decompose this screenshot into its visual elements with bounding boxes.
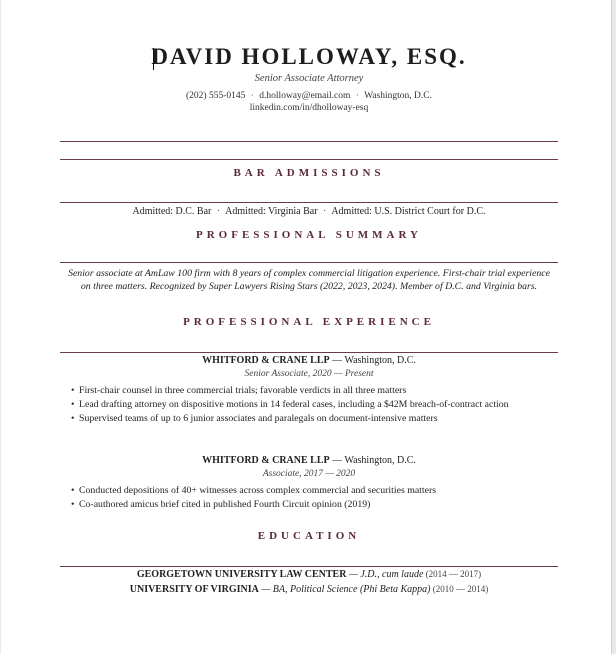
document-page[interactable] bbox=[1, 0, 612, 654]
years: (2010 — 2014) bbox=[430, 584, 489, 594]
bullet-icon: • bbox=[71, 399, 75, 410]
divider bbox=[60, 141, 558, 142]
bar-admission-item: Admitted: Virginia Bar bbox=[225, 206, 318, 217]
separator: · bbox=[355, 91, 359, 101]
years: (2014 — 2017) bbox=[423, 569, 482, 579]
degree: — BA, Political Science (Phi Beta Kappa) bbox=[258, 584, 431, 595]
list-item: • Lead drafting attorney on dispositive motions in 14 federal cases, including a $42M breach-of-contract action bbox=[71, 399, 509, 410]
list-item: • First-chair counsel in three commercial trials; favorable verdicts in all three matters bbox=[71, 385, 407, 396]
contact-linkedin: linkedin.com/in/dholloway-esq bbox=[249, 103, 369, 113]
divider bbox=[60, 566, 558, 567]
contact-info bbox=[1, 90, 616, 114]
list-item: • Supervised teams of up to 6 junior associates and paralegals on document-intensive matters bbox=[71, 413, 438, 424]
section-title-experience: PROFESSIONAL EXPERIENCE bbox=[183, 316, 435, 328]
section-title-education: EDUCATION bbox=[257, 530, 361, 542]
list-item: • Conducted depositions of 40+ witnesses across complex commercial and securities matters bbox=[71, 485, 437, 496]
section-title-summary: PROFESSIONAL SUMMARY bbox=[196, 229, 422, 241]
bar-admissions-list bbox=[1, 206, 616, 217]
school-name: UNIVERSITY OF VIRGINIA bbox=[129, 584, 259, 595]
divider bbox=[60, 262, 558, 263]
bar-admission-item: Admitted: D.C. Bar bbox=[132, 206, 212, 217]
summary-text: Senior associate at AmLaw 100 firm with 8 years of complex commercial litigation experience. First-chair trial experience on three matters. Recognized by Super Lawyers Rising Stars (2022, 2023, 2024). Member of D.C. and Virginia bars. bbox=[68, 268, 550, 292]
section-title-bar-admissions: BAR ADMISSIONS bbox=[233, 167, 385, 179]
candidate-name: DAVID HOLLOWAY, ESQ. bbox=[151, 44, 467, 69]
firm-name: WHITFORD & CRANE LLP bbox=[202, 455, 330, 466]
degree: — J.D., cum laude bbox=[346, 569, 424, 580]
bar-admission-item: Admitted: U.S. District Court for D.C. bbox=[331, 206, 486, 217]
job-header bbox=[1, 355, 616, 366]
school-name: GEORGETOWN UNIVERSITY LAW CENTER bbox=[136, 569, 347, 580]
firm-location: — Washington, D.C. bbox=[329, 455, 416, 466]
separator: · bbox=[216, 206, 221, 217]
divider bbox=[60, 352, 558, 353]
separator: · bbox=[250, 91, 254, 101]
bullet-icon: • bbox=[71, 485, 75, 496]
separator: · bbox=[323, 206, 327, 217]
contact-location: Washington, D.C. bbox=[364, 91, 432, 101]
education-entry bbox=[1, 569, 616, 580]
candidate-title: Senior Associate Attorney bbox=[254, 73, 364, 84]
bullet-icon: • bbox=[71, 385, 75, 396]
job-bullets bbox=[71, 384, 561, 426]
bullet-icon: • bbox=[71, 499, 75, 510]
bullet-icon: • bbox=[71, 413, 75, 424]
job-role: Senior Associate, 2020 — Present bbox=[244, 369, 374, 379]
contact-phone: (202) 555-0145 bbox=[186, 91, 246, 101]
education-entry bbox=[1, 584, 616, 595]
contact-email: d.holloway@email.com bbox=[259, 91, 351, 101]
job-role: Associate, 2017 — 2020 bbox=[262, 469, 356, 479]
divider bbox=[60, 159, 558, 160]
job-header bbox=[1, 455, 616, 466]
firm-name: WHITFORD & CRANE LLP bbox=[202, 355, 330, 366]
firm-location: — Washington, D.C. bbox=[329, 355, 416, 366]
divider bbox=[60, 202, 558, 203]
list-item: • Co-authored amicus brief cited in published Fourth Circuit opinion (2019) bbox=[71, 499, 371, 510]
job-bullets bbox=[71, 484, 561, 512]
